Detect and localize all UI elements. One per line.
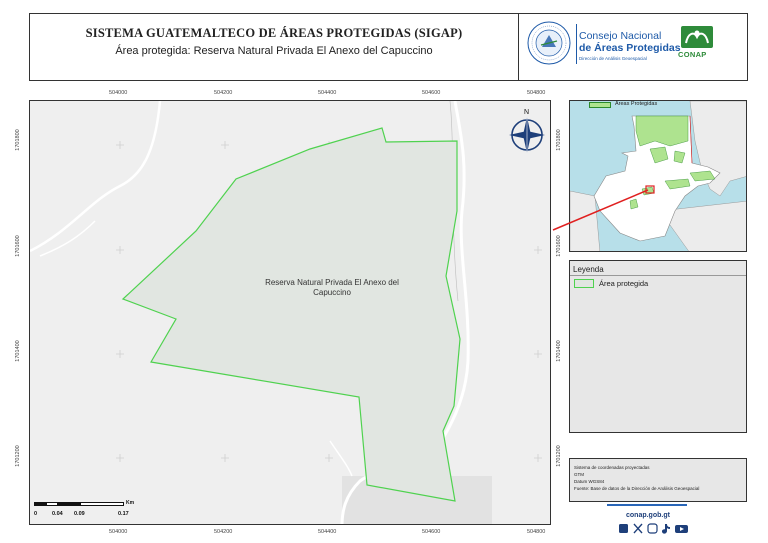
conap-wordmark: CONAP [678,50,707,59]
protected-area-label: Reserva Natural Privada El Anexo del Capuccino [265,278,399,297]
cn-name-line1: Consejo Nacional [579,30,662,42]
map-subtitle: Área protegida: Reserva Natural Privada El Anexo del Capuccino [115,45,433,57]
scale-label: 0.17 [118,511,129,517]
info-line: GTM [574,472,584,477]
main-map-canvas [30,101,551,525]
y-tick-right: 1701600 [556,235,562,257]
x-tick-top: 504600 [422,90,441,96]
x-tick-top: 504400 [318,90,337,96]
cn-name-line3: Dirección de Análisis Geoespacial [579,56,647,61]
x-tick-top: 504800 [527,90,546,96]
inset-map-canvas [570,101,747,252]
x-icon[interactable] [634,524,642,533]
legend-swatch-protected-area [574,279,594,288]
social-icons [618,523,690,535]
x-tick-bottom: 504600 [422,529,441,535]
inset-legend-label: Áreas Protegidas [615,101,658,107]
scale-segment [80,502,124,506]
y-tick-right: 1701800 [556,129,562,151]
y-tick-right: 1701400 [556,340,562,362]
info-line: Datum WGS84 [574,479,605,484]
legend-divider [570,275,746,276]
road [330,441,352,476]
header-panel [29,13,519,81]
legend-title: Leyenda [573,265,604,274]
legend-item-label: Área protegida [599,279,649,288]
scale-segment [46,502,58,506]
north-label: N [524,109,530,116]
scale-unit: Km [126,500,135,506]
facebook-icon[interactable] [619,524,628,533]
map-title: SISTEMA GUATEMALTECO DE ÁREAS PROTEGIDAS (SIGAP) [85,26,463,40]
scale-label: 0.09 [74,511,85,517]
conap-logo [680,25,714,49]
inset-legend-swatch [589,102,611,108]
info-line: Fuente: Base de datos de la Dirección de Análisis Geoespacial [574,486,700,491]
x-tick-bottom: 504200 [214,529,233,535]
x-tick-bottom: 504400 [318,529,337,535]
x-tick-bottom: 504000 [109,529,128,535]
y-tick-left: 1701200 [15,445,21,467]
scale-segment [58,502,80,506]
x-tick-top: 504000 [109,90,128,96]
instagram-icon[interactable] [648,524,657,533]
info-line: Sistema de coordenadas proyectadas [574,465,650,470]
inset-map[interactable] [569,100,747,252]
cn-name-line2: de Áreas Protegidas [579,42,681,54]
scale-bar [34,498,144,522]
x-tick-top: 504200 [214,90,233,96]
y-tick-right: 1701200 [556,445,562,467]
y-tick-left: 1701800 [15,129,21,151]
road [30,101,160,251]
tiktok-icon[interactable] [662,524,670,534]
x-tick-bottom: 504800 [527,529,546,535]
website-link[interactable]: conap.gob.gt [626,512,670,519]
scale-segment [34,502,46,506]
scale-label: 0 [34,511,38,517]
north-arrow-icon [507,107,547,159]
protected-area-polygon[interactable] [123,128,460,501]
logo-divider [576,24,577,64]
scale-label: 0.04 [52,511,63,517]
guatemala-seal-logo [527,21,571,65]
legend-panel [569,260,747,433]
footer-rule [607,504,687,506]
y-tick-left: 1701400 [15,340,21,362]
y-tick-left: 1701600 [15,235,21,257]
main-map[interactable] [29,100,551,525]
